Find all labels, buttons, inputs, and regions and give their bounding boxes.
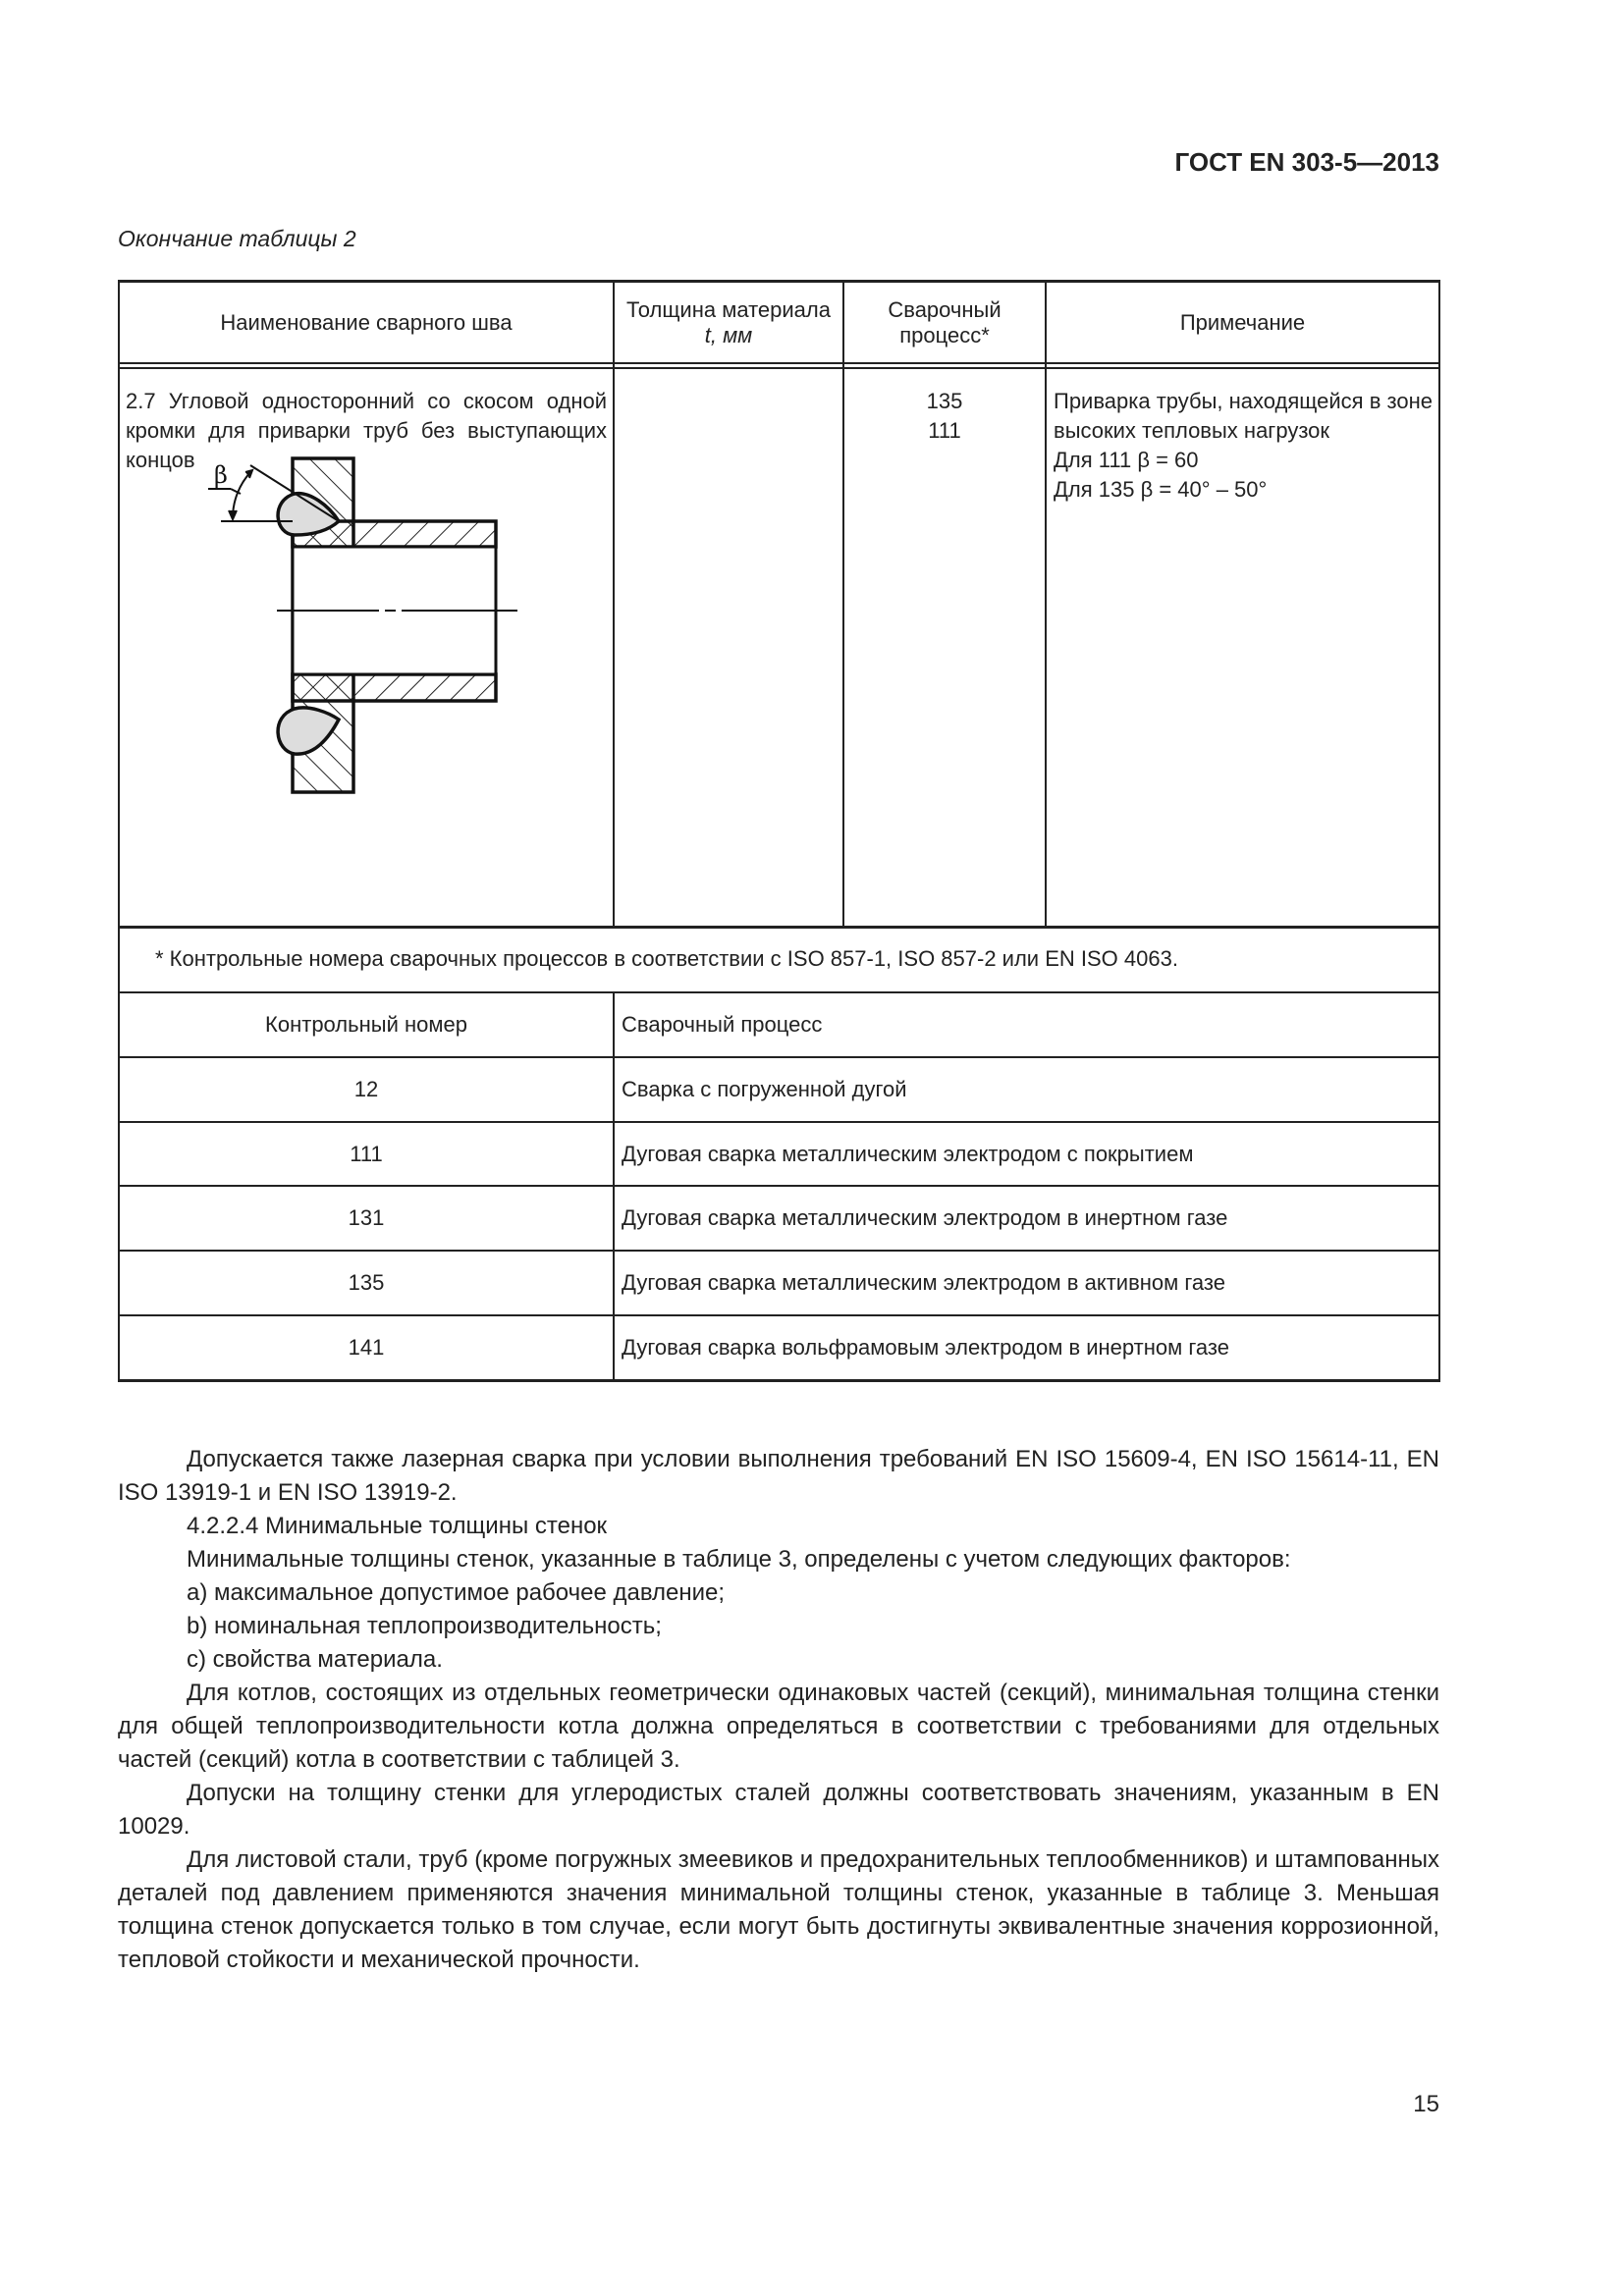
paragraph: Допускается также лазерная сварка при условии выполнения требований EN ISO 15609-4, EN ISO 15614-11, EN ISO 13919-1 и EN ISO 13919-2. xyxy=(118,1446,1439,1506)
document-code: ГОСТ EN 303-5—2013 xyxy=(1174,147,1439,177)
ref-process: Дуговая сварка вольфрамовым электродом в инертном газе xyxy=(622,1335,1229,1360)
col-divider xyxy=(842,280,844,928)
col-divider xyxy=(1045,280,1047,928)
ref-number: 135 xyxy=(348,1270,385,1295)
paragraph: Для листовой стали, труб (кроме погружных змеевиков и предохранительных теплообменников) и штампованных деталей под давлением применяются значения минимальной толщины стенок, указанные в таблице 3. Меньшая толщина стенок допускается только в том случае, если могут быть достигнуты эквивалентные значения коррозионной, тепловой стойкости и механической прочности. xyxy=(118,1846,1439,1973)
process-code: 135 xyxy=(926,389,963,413)
table-border xyxy=(1438,280,1440,1382)
footnote: * Контрольные номера сварочных процессов в соответствии с ISO 857-1, ISO 857-2 или EN ISO 4063. xyxy=(155,946,1178,971)
paragraph: Для котлов, состоящих из отдельных геометрически одинаковых частей (секций), минимальная толщина стенки для общей теплопроизводительности котла должна определяться в соответствии с требованиями для отдельных частей (секций) котла в соответствии с таблицей 3. xyxy=(118,1680,1439,1773)
header-text: Контрольный номер xyxy=(265,1012,467,1037)
ref-process: Дуговая сварка металлическим электродом в инертном газе xyxy=(622,1205,1228,1230)
paragraph: c) свойства материала. xyxy=(187,1646,443,1673)
paragraph: Минимальные толщины стенок, указанные в таблице 3, определены с учетом следующих факторов: xyxy=(187,1546,1291,1573)
ref-process: Дуговая сварка металлическим электродом в активном газе xyxy=(622,1270,1225,1295)
row-divider xyxy=(118,926,1440,929)
ref-process: Сварка с погруженной дугой xyxy=(622,1077,907,1101)
col-header-process xyxy=(844,283,1045,362)
header-text: Сварочный процесс* xyxy=(888,296,1001,347)
ref-number: 141 xyxy=(348,1335,385,1360)
table-caption: Окончание таблицы 2 xyxy=(118,226,356,251)
weld-name: 2.7 Угловой односторонний со скосом одной кромки для приварки труб без выступающих концов xyxy=(126,389,607,472)
ref-header-process: Сварочный процесс xyxy=(622,1012,823,1037)
header-text: Примечание xyxy=(1179,309,1306,335)
header-text: t, мм xyxy=(704,322,753,347)
paragraph: b) номинальная теплопроизводительность; xyxy=(187,1613,662,1639)
paragraph: a) максимальное допустимое рабочее давление; xyxy=(187,1579,726,1606)
tube-wall-bottom xyxy=(293,674,496,701)
col-divider xyxy=(613,991,615,1381)
process-codes xyxy=(844,387,1045,446)
header-text: Наименование сварного шва xyxy=(220,309,513,335)
table-border xyxy=(118,1379,1440,1382)
body-text xyxy=(118,1443,1439,1977)
beta-label: β xyxy=(214,461,228,489)
paragraph: 4.2.2.4 Минимальные толщины стенок xyxy=(187,1513,608,1539)
page-number: 15 xyxy=(1413,2091,1439,2117)
note-line: Приварка трубы, находящейся в зоне высоких тепловых нагрузок xyxy=(1054,389,1433,443)
header-text: Толщина материала xyxy=(626,296,831,322)
ref-number: 131 xyxy=(348,1205,385,1230)
ref-process: Дуговая сварка металлическим электродом с покрытием xyxy=(622,1142,1194,1166)
note-line: Для 135 β = 40° – 50° xyxy=(1054,477,1268,502)
paragraph: Допуски на толщину стенки для углеродистых сталей должны соответствовать значениям, указанным в EN 10029. xyxy=(118,1780,1439,1840)
ref-number: 111 xyxy=(350,1142,383,1166)
ref-number: 12 xyxy=(353,1077,379,1101)
weld-diagram xyxy=(0,0,687,923)
ref-header-number xyxy=(120,993,613,1056)
note xyxy=(1054,387,1436,505)
col-header-note xyxy=(1047,283,1438,362)
process-code: 111 xyxy=(928,418,961,443)
note-line: Для 111 β = 60 xyxy=(1054,448,1199,472)
